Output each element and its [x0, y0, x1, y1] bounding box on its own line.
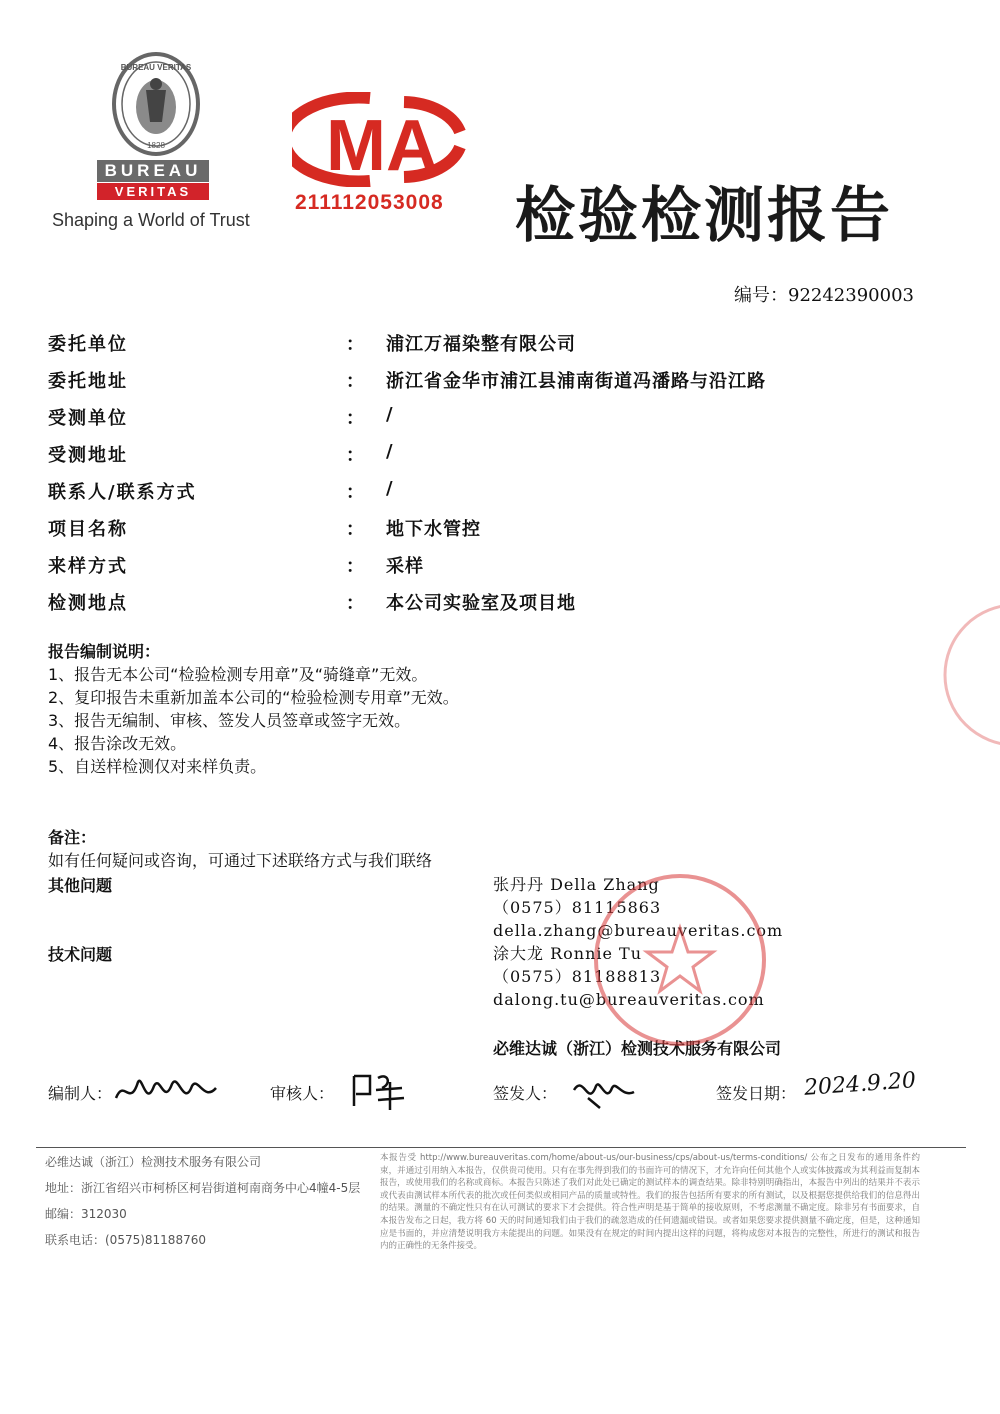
issue-date-value: 2024.9.20 — [803, 1068, 917, 1101]
info-colon: ： — [346, 334, 364, 355]
info-row — [48, 330, 948, 360]
svg-text:BUREAU VERITAS: BUREAU VERITAS — [120, 63, 192, 72]
footer-disclaimer: 本报告受 http://www.bureauveritas.com/home/about-us/our-business/cps/about-us/terms-conditions/ 公布之日发布的通用条件约束，并通过引用纳入本报告，仅供贵司使用。只有在事先得到我们的书面许可的情况下，才允许向任何其他个人或实体披露或为其利益而复制本报告，或使用我们的名称或商标。本报告只陈述了我们对此处已确定的测试样本的调查结果。除非特别明确指出，本报告中列出的结果并不表示或代表由测试样本所代表的批次或任何类似或相同产品的质量或特性。我们的报告包括所有要求的所有测试，以及根据您提供给我们的信息得出的结果。测量的不确定性只有在认可测试的要求下才会提供。符合性声明是基于简单的接收原则，不考虑测量不确定度。除非另有书面要求，自本报告发布之日起，我方将 60 天的时间通知我们由于我们的疏忽造成的任何遗漏或错误。或者如果您要求提供测量不确定度，但是，这种通知应是书面的，并应清楚说明我方未能提出的问题。如果没有在规定的时间内提出这样的问题，将构成您对本报告的完整性，所进行的测试和报告内的正确性的无条件接受。 — [380, 1153, 920, 1252]
footer-contact — [45, 1152, 370, 1250]
tech-questions-label: 技术问题 — [48, 945, 113, 964]
info-colon: ： — [346, 371, 364, 392]
issued-by-label: 签发人： — [493, 1084, 558, 1103]
remarks-text: 如有任何疑问或咨询，可通过下述联络方式与我们联络 — [48, 851, 433, 870]
info-colon: ： — [346, 556, 364, 577]
contact-name: 张丹丹 Della Zhang — [493, 875, 660, 894]
contact-name: 涂大龙 Ronnie Tu — [493, 944, 643, 963]
footer-address: 地址：浙江省绍兴市柯桥区柯岩街道柯南商务中心4幢4-5层 — [45, 1181, 361, 1195]
official-stamp-icon — [590, 870, 770, 1050]
bureau-veritas-seal-icon — [110, 52, 202, 157]
info-value: / — [386, 478, 394, 499]
footer-phone: 联系电话：(0575)81188760 — [45, 1233, 206, 1247]
info-label: 联系人/联系方式 — [48, 482, 197, 503]
info-label: 受测地址 — [48, 445, 128, 466]
info-value: 采样 — [386, 556, 424, 577]
logo-word-bureau: BUREAU — [97, 160, 209, 182]
report-number: 编号：92242390003 — [734, 285, 914, 306]
issuing-company: 必维达诚（浙江）检测技术服务有限公司 — [493, 1039, 782, 1058]
note-item: 3、报告无编制、审核、签发人员签章或签字无效。 — [48, 711, 411, 730]
contact-phone: （0575）81188813 — [493, 967, 662, 986]
footer-divider — [36, 1147, 966, 1148]
note-item: 2、复印报告未重新加盖本公司的“检验检测专用章”无效。 — [48, 688, 459, 707]
info-label: 来样方式 — [48, 556, 128, 577]
info-row — [48, 552, 948, 582]
info-row — [48, 478, 948, 508]
info-colon: ： — [346, 482, 364, 503]
issued-signature-icon — [570, 1068, 638, 1112]
svg-text:1828: 1828 — [147, 141, 165, 150]
notes-heading: 报告编制说明： — [48, 642, 161, 661]
reviewed-signature-icon — [348, 1068, 408, 1112]
bureau-veritas-logo — [52, 52, 262, 242]
report-notes — [48, 640, 459, 778]
info-row — [48, 404, 948, 434]
info-colon: ： — [346, 445, 364, 466]
remarks — [48, 826, 432, 872]
note-item: 4、报告涂改无效。 — [48, 734, 187, 753]
contact-phone: （0575）81115863 — [493, 898, 662, 917]
info-colon: ： — [346, 519, 364, 540]
info-value: 浙江省金华市浦江县浦南街道冯潘路与沿江路 — [386, 371, 766, 392]
info-value: 本公司实验室及项目地 — [386, 593, 576, 614]
info-label: 检测地点 — [48, 593, 128, 614]
page-title: 检验检测报告 — [515, 181, 893, 251]
info-value: 地下水管控 — [386, 519, 481, 540]
footer-postcode: 邮编：312030 — [45, 1207, 127, 1221]
footer-company: 必维达诚（浙江）检测技术服务有限公司 — [45, 1155, 262, 1169]
note-item: 1、报告无本公司“检验检测专用章”及“骑缝章”无效。 — [48, 665, 428, 684]
info-label: 委托单位 — [48, 334, 128, 355]
info-label: 受测单位 — [48, 408, 128, 429]
logo-word-veritas: VERITAS — [97, 183, 209, 200]
contact-email: della.zhang@bureauveritas.com — [493, 921, 784, 940]
info-value: 浦江万福染整有限公司 — [386, 334, 576, 355]
info-row — [48, 589, 948, 619]
info-row — [48, 367, 948, 397]
info-value: / — [386, 441, 394, 462]
info-colon: ： — [346, 408, 364, 429]
cma-mark-icon — [292, 92, 467, 187]
cma-number: 211112053008 — [295, 191, 444, 214]
prepared-signature-icon — [112, 1068, 222, 1112]
prepared-by-label: 编制人： — [48, 1084, 113, 1103]
info-value: / — [386, 404, 394, 425]
info-label: 项目名称 — [48, 519, 128, 540]
info-label: 委托地址 — [48, 371, 128, 392]
info-colon: ： — [346, 593, 364, 614]
other-questions-label: 其他问题 — [48, 876, 113, 895]
note-item: 5、自送样检测仅对来样负责。 — [48, 757, 267, 776]
cma-letters: MA — [326, 106, 438, 186]
contact-email: dalong.tu@bureauveritas.com — [493, 990, 765, 1009]
issue-date-label: 签发日期： — [716, 1084, 797, 1103]
logo-slogan: Shaping a World of Trust — [52, 210, 250, 230]
seam-stamp-icon — [930, 590, 1000, 760]
remarks-heading: 备注： — [48, 828, 97, 847]
info-row — [48, 441, 948, 471]
info-row — [48, 515, 948, 545]
reviewed-by-label: 审核人： — [270, 1084, 335, 1103]
